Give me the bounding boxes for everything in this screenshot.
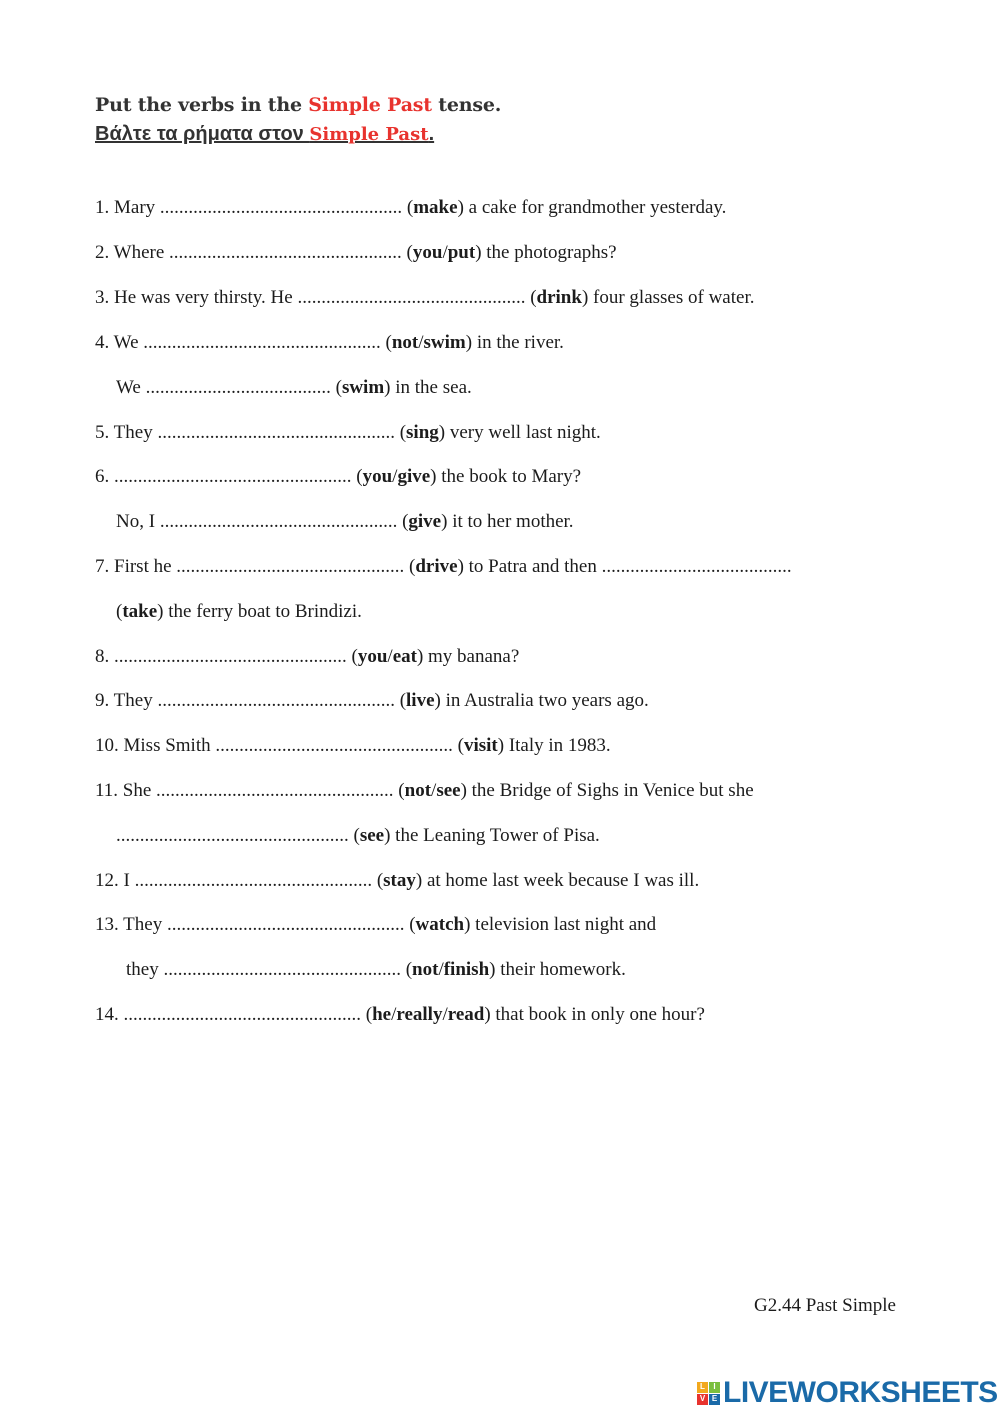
verb-hint: live	[406, 690, 435, 711]
logo-letter: I	[709, 1382, 720, 1393]
title-en-highlight: Simple Past	[308, 94, 432, 116]
answer-blank[interactable]: ..................................................	[157, 422, 395, 443]
verb-hint: not/see	[404, 780, 461, 801]
liveworksheets-logo[interactable]	[697, 1376, 998, 1410]
verb-hint: visit	[463, 735, 498, 756]
verb-hint: you/eat	[357, 646, 417, 667]
exercise-suffix: a cake for grandmother yesterday.	[468, 197, 727, 218]
answer-blank[interactable]: ...................................................	[159, 197, 403, 218]
title-en-after: tense.	[431, 94, 502, 116]
exercise-suffix: the photographs?	[486, 242, 617, 263]
answer-blank[interactable]: ..................................................	[134, 870, 373, 891]
exercise-item: 14. .................................................. (he/really/read) that book in only one hour?	[95, 1004, 705, 1025]
verb-hint: not/finish	[412, 959, 490, 980]
exercise-suffix: their homework.	[500, 959, 626, 980]
exercise-suffix: to Patra and then ........................................	[468, 556, 792, 577]
exercise-item: 11. She .................................................. (not/see) the Bridge of Sighs in Venice but she	[95, 780, 754, 801]
exercise-item: 5. They .................................................. (sing) very well last night.	[95, 422, 601, 443]
exercise-item: 10. Miss Smith .................................................. (visit) Italy in 1983.	[95, 735, 611, 756]
answer-blank[interactable]: ..................................................	[114, 466, 352, 487]
exercise-item: 7. First he ................................................ (drive) to Patra and then ........................................	[95, 556, 792, 577]
exercise-suffix: the book to Mary?	[441, 466, 582, 487]
logo-icon	[697, 1382, 720, 1405]
exercise-prefix: 11. She	[95, 780, 152, 801]
verb-hint: he/really/read	[372, 1004, 485, 1025]
exercise-item: 3. He was very thirsty. He ................................................ (drink) four glasses of water.	[95, 287, 755, 308]
logo-letter: V	[697, 1394, 708, 1405]
exercise-suffix: the Leaning Tower of Pisa.	[395, 825, 600, 846]
verb-hint: take	[122, 601, 158, 622]
exercise-item: 13. They .................................................. (watch) television last night and	[95, 914, 657, 935]
answer-blank[interactable]: ..................................................	[163, 959, 401, 980]
exercise-prefix: 5. They	[95, 422, 153, 443]
exercise-suffix: Italy in 1983.	[508, 735, 611, 756]
exercise-prefix: 13. They	[95, 914, 163, 935]
exercise-suffix: in the sea.	[395, 377, 472, 398]
exercise-item: 12. I .................................................. (stay) at home last week because I was ill.	[95, 870, 700, 891]
exercise-suffix: four glasses of water.	[593, 287, 755, 308]
exercise-item: ................................................. (see) the Leaning Tower of Pisa.	[116, 825, 600, 846]
verb-hint: swim	[341, 377, 385, 398]
answer-blank[interactable]: .................................................	[169, 242, 402, 263]
exercise-item: 6. .................................................. (you/give) the book to Mary?	[95, 466, 582, 487]
title-english	[95, 94, 501, 116]
answer-blank[interactable]: ..................................................	[159, 511, 398, 532]
exercise-item: 9. They .................................................. (live) in Australia two years ago.	[95, 690, 649, 711]
exercise-suffix: that book in only one hour?	[495, 1004, 705, 1025]
title-gr-before: Βάλτε τα ρήματα στον	[95, 123, 310, 145]
verb-hint: you/put	[412, 242, 476, 263]
exercise-prefix: 10. Miss Smith	[95, 735, 211, 756]
exercise-item: they .................................................. (not/finish) their homework.	[126, 959, 626, 980]
answer-blank[interactable]: ..................................................	[143, 332, 381, 353]
exercise-suffix: the Bridge of Sighs in Venice but she	[471, 780, 754, 801]
answer-blank[interactable]: ................................................	[176, 556, 405, 577]
exercise-item: 8. ................................................. (you/eat) my banana?	[95, 646, 520, 667]
verb-hint: see	[359, 825, 385, 846]
exercise-item: 4. We .................................................. (not/swim) in the river.	[95, 332, 564, 353]
exercise-item: We ....................................... (swim) in the sea.	[116, 377, 472, 398]
exercise-prefix: 9. They	[95, 690, 153, 711]
exercise-prefix: they	[126, 959, 159, 980]
exercise-suffix: in the river.	[476, 332, 564, 353]
title-gr-highlight: Simple Past	[309, 124, 429, 145]
worksheet-code: G2.44 Past Simple	[754, 1295, 896, 1316]
answer-blank[interactable]: .......................................	[145, 377, 331, 398]
answer-blank[interactable]: ..................................................	[156, 780, 394, 801]
exercise-item: (take) the ferry boat to Brindizi.	[116, 601, 362, 622]
verb-hint: make	[413, 197, 458, 218]
answer-blank[interactable]: .................................................	[114, 646, 347, 667]
exercise-prefix: 14.	[95, 1004, 119, 1025]
answer-blank[interactable]: ................................................	[297, 287, 526, 308]
exercise-prefix: 7. First he	[95, 556, 172, 577]
verb-hint: not/swim	[391, 332, 466, 353]
answer-blank[interactable]: ..................................................	[166, 914, 405, 935]
verb-hint: drive	[415, 556, 458, 577]
verb-hint: watch	[415, 914, 465, 935]
exercise-suffix: the ferry boat to Brindizi.	[168, 601, 362, 622]
answer-blank[interactable]: ..................................................	[157, 690, 395, 711]
exercise-item: No, I .................................................. (give) it to her mother.	[116, 511, 574, 532]
verb-hint: stay	[383, 870, 416, 891]
logo-letter: E	[709, 1394, 720, 1405]
exercise-suffix: very well last night.	[449, 422, 601, 443]
exercise-prefix: 2. Where	[95, 242, 165, 263]
answer-blank[interactable]: ..................................................	[123, 1004, 361, 1025]
exercise-prefix: 3. He was very thirsty. He	[95, 287, 293, 308]
exercise-item: 2. Where ................................................. (you/put) the photographs?	[95, 242, 617, 263]
exercise-prefix: 6.	[95, 466, 110, 487]
title-gr-after: .	[428, 123, 435, 145]
verb-hint: sing	[406, 422, 439, 443]
brand-name: LIVEWORKSHEETS	[723, 1376, 998, 1409]
answer-blank[interactable]: ..................................................	[215, 735, 453, 756]
verb-hint: give	[408, 511, 442, 532]
title-greek	[95, 123, 434, 146]
answer-blank[interactable]: .................................................	[116, 825, 349, 846]
exercise-prefix: 8.	[95, 646, 110, 667]
exercise-prefix: We	[116, 377, 141, 398]
exercise-prefix: No, I	[116, 511, 156, 532]
exercise-item: 1. Mary ................................................... (make) a cake for grandmother yesterday.	[95, 197, 727, 218]
exercise-suffix: my banana?	[428, 646, 520, 667]
verb-hint: drink	[536, 287, 582, 308]
exercise-suffix: at home last week because I was ill.	[426, 870, 700, 891]
exercise-suffix: television last night and	[475, 914, 657, 935]
logo-letter: L	[697, 1382, 708, 1393]
exercise-suffix: in Australia two years ago.	[445, 690, 649, 711]
title-en-before: Put the verbs in the	[95, 94, 309, 116]
exercise-prefix: 12. I	[95, 870, 130, 891]
exercise-suffix: it to her mother.	[452, 511, 574, 532]
exercise-prefix: 4. We	[95, 332, 139, 353]
exercise-prefix: 1. Mary	[95, 197, 156, 218]
verb-hint: you/give	[362, 466, 431, 487]
